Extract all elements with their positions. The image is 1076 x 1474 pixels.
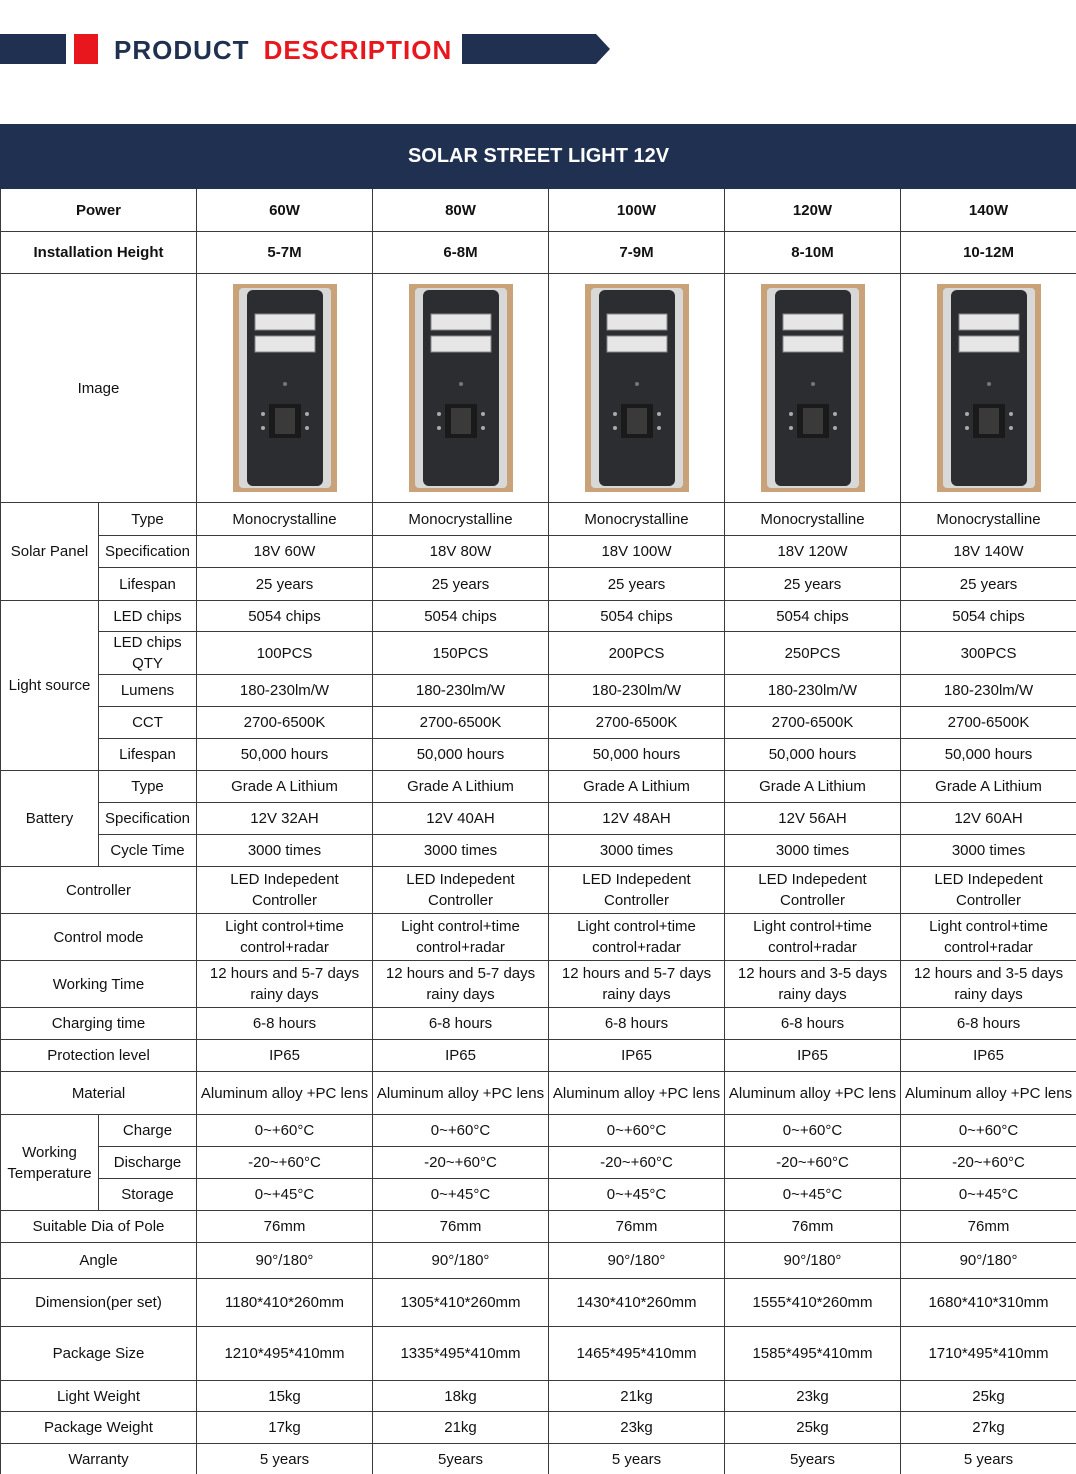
cell-working_time: 12 hours and 5-7 days rainy days [549, 961, 725, 1008]
cell-control_mode: Light control+time control+radar [725, 914, 901, 961]
cell-panel_life: 25 years [197, 568, 373, 601]
table-row [1, 1243, 1076, 1279]
table-row [1, 961, 1076, 1008]
sub-label-led_chips_qty: LED chips QTY [99, 632, 197, 675]
cell-dimension: 1680*410*310mm [901, 1279, 1076, 1327]
table-row [1, 1211, 1076, 1243]
cell-cct: 2700-6500K [549, 707, 725, 739]
cell-warranty: 5 years [197, 1444, 373, 1474]
cell-t_storage: 0~+45°C [725, 1179, 901, 1211]
solar-street-light-image [585, 284, 689, 492]
cell-cycle: 3000 times [901, 835, 1076, 867]
product-image-cell [373, 274, 549, 503]
cell-material: Aluminum alloy +PC lens [725, 1072, 901, 1115]
cell-cct: 2700-6500K [197, 707, 373, 739]
cell-bat_spec: 12V 32AH [197, 803, 373, 835]
table-title: SOLAR STREET LIGHT 12V [1, 125, 1076, 189]
cell-working_time: 12 hours and 3-5 days rainy days [901, 961, 1076, 1008]
cell-led_qty: 100PCS [197, 632, 373, 675]
banner-bar-red [74, 34, 98, 64]
cell-pole: 76mm [549, 1211, 725, 1243]
cell-led_life: 50,000 hours [373, 739, 549, 771]
cell-pole: 76mm [197, 1211, 373, 1243]
sub-label-lifespan: Lifespan [99, 568, 197, 601]
cell-bat_spec: 12V 60AH [901, 803, 1076, 835]
cell-ip: IP65 [725, 1040, 901, 1072]
section-title [114, 36, 452, 64]
row-label-controller: Controller [1, 867, 197, 914]
cell-cycle: 3000 times [197, 835, 373, 867]
cell-working_time: 12 hours and 5-7 days rainy days [197, 961, 373, 1008]
cell-weight: 21kg [549, 1381, 725, 1412]
cell-bat_spec: 12V 48AH [549, 803, 725, 835]
cell-led_qty: 200PCS [549, 632, 725, 675]
row-label-dimension: Dimension(per set) [1, 1279, 197, 1327]
cell-material: Aluminum alloy +PC lens [197, 1072, 373, 1115]
cell-panel_life: 25 years [549, 568, 725, 601]
cell-panel_life: 25 years [901, 568, 1076, 601]
cell-material: Aluminum alloy +PC lens [549, 1072, 725, 1115]
cell-controller: LED Indepedent Controller [197, 867, 373, 914]
cell-led_chips: 5054 chips [197, 601, 373, 632]
cell-height: 8-10M [725, 232, 901, 274]
table-row [1, 1072, 1076, 1115]
cell-t_storage: 0~+45°C [373, 1179, 549, 1211]
cell-pkg_weight: 23kg [549, 1412, 725, 1444]
cell-angle: 90°/180° [901, 1243, 1076, 1279]
cell-ip: IP65 [373, 1040, 549, 1072]
cell-control_mode: Light control+time control+radar [197, 914, 373, 961]
cell-t_charge: 0~+60°C [373, 1115, 549, 1147]
cell-bat_type: Grade A Lithium [549, 771, 725, 803]
cell-led_qty: 250PCS [725, 632, 901, 675]
row-label-installation_height: Installation Height [1, 232, 197, 274]
cell-bat_type: Grade A Lithium [901, 771, 1076, 803]
table-row [1, 867, 1076, 914]
cell-pole: 76mm [725, 1211, 901, 1243]
table-row [1, 1444, 1076, 1474]
cell-weight: 15kg [197, 1381, 373, 1412]
row-label-warranty: Warranty [1, 1444, 197, 1474]
cell-package: 1335*495*410mm [373, 1327, 549, 1381]
cell-angle: 90°/180° [373, 1243, 549, 1279]
table-row [1, 601, 1076, 632]
cell-charging: 6-8 hours [373, 1008, 549, 1040]
sub-label-cycle_time: Cycle Time [99, 835, 197, 867]
cell-panel_spec: 18V 80W [373, 536, 549, 568]
cell-control_mode: Light control+time control+radar [373, 914, 549, 961]
group-label-battery: Battery [1, 771, 99, 867]
cell-power: 60W [197, 189, 373, 232]
sub-label-led_chips: LED chips [99, 601, 197, 632]
cell-lumens: 180-230lm/W [197, 675, 373, 707]
cell-t_charge: 0~+60°C [549, 1115, 725, 1147]
table-row [1, 675, 1076, 707]
cell-power: 140W [901, 189, 1076, 232]
table-row [1, 1115, 1076, 1147]
sub-label-lifespan: Lifespan [99, 739, 197, 771]
section-title-word1: PRODUCT [114, 35, 250, 65]
cell-led_chips: 5054 chips [549, 601, 725, 632]
cell-package: 1585*495*410mm [725, 1327, 901, 1381]
cell-panel_type: Monocrystalline [373, 503, 549, 536]
cell-pkg_weight: 25kg [725, 1412, 901, 1444]
cell-t_discharge: -20~+60°C [901, 1147, 1076, 1179]
cell-angle: 90°/180° [549, 1243, 725, 1279]
cell-led_life: 50,000 hours [901, 739, 1076, 771]
cell-ip: IP65 [901, 1040, 1076, 1072]
sub-label-cct: CCT [99, 707, 197, 739]
cell-pkg_weight: 27kg [901, 1412, 1076, 1444]
cell-led_life: 50,000 hours [549, 739, 725, 771]
cell-t_charge: 0~+60°C [197, 1115, 373, 1147]
product-image-cell [549, 274, 725, 503]
cell-charging: 6-8 hours [901, 1008, 1076, 1040]
row-label-material: Material [1, 1072, 197, 1115]
group-label-solar_panel: Solar Panel [1, 503, 99, 601]
table-row [1, 1381, 1076, 1412]
cell-cct: 2700-6500K [725, 707, 901, 739]
row-label-protection_level: Protection level [1, 1040, 197, 1072]
cell-weight: 25kg [901, 1381, 1076, 1412]
cell-pole: 76mm [901, 1211, 1076, 1243]
cell-lumens: 180-230lm/W [549, 675, 725, 707]
sub-label-type: Type [99, 771, 197, 803]
row-label-light_weight: Light Weight [1, 1381, 197, 1412]
cell-angle: 90°/180° [197, 1243, 373, 1279]
sub-label-charge: Charge [99, 1115, 197, 1147]
table-row [1, 835, 1076, 867]
cell-working_time: 12 hours and 5-7 days rainy days [373, 961, 549, 1008]
cell-led_chips: 5054 chips [901, 601, 1076, 632]
image-row [1, 274, 1076, 503]
cell-controller: LED Indepedent Controller [549, 867, 725, 914]
cell-t_discharge: -20~+60°C [725, 1147, 901, 1179]
row-label-image: Image [1, 274, 197, 503]
cell-ip: IP65 [197, 1040, 373, 1072]
cell-t_charge: 0~+60°C [725, 1115, 901, 1147]
cell-dimension: 1305*410*260mm [373, 1279, 549, 1327]
solar-street-light-image [233, 284, 337, 492]
cell-pkg_weight: 21kg [373, 1412, 549, 1444]
cell-t_storage: 0~+45°C [549, 1179, 725, 1211]
solar-street-light-image [937, 284, 1041, 492]
table-row [1, 632, 1076, 675]
row-label-angle: Angle [1, 1243, 197, 1279]
table-row [1, 914, 1076, 961]
cell-lumens: 180-230lm/W [901, 675, 1076, 707]
cell-t_storage: 0~+45°C [901, 1179, 1076, 1211]
table-row [1, 1179, 1076, 1211]
cell-dimension: 1555*410*260mm [725, 1279, 901, 1327]
cell-height: 5-7M [197, 232, 373, 274]
cell-cycle: 3000 times [549, 835, 725, 867]
cell-panel_type: Monocrystalline [549, 503, 725, 536]
cell-bat_spec: 12V 40AH [373, 803, 549, 835]
cell-package: 1465*495*410mm [549, 1327, 725, 1381]
cell-panel_type: Monocrystalline [901, 503, 1076, 536]
cell-bat_type: Grade A Lithium [725, 771, 901, 803]
cell-dimension: 1180*410*260mm [197, 1279, 373, 1327]
cell-weight: 23kg [725, 1381, 901, 1412]
cell-ip: IP65 [549, 1040, 725, 1072]
table-row [1, 536, 1076, 568]
cell-warranty: 5years [725, 1444, 901, 1474]
cell-t_storage: 0~+45°C [197, 1179, 373, 1211]
cell-bat_spec: 12V 56AH [725, 803, 901, 835]
cell-warranty: 5years [373, 1444, 549, 1474]
table-row [1, 803, 1076, 835]
cell-bat_type: Grade A Lithium [197, 771, 373, 803]
cell-panel_type: Monocrystalline [197, 503, 373, 536]
cell-height: 7-9M [549, 232, 725, 274]
row-label-pole: Suitable Dia of Pole [1, 1211, 197, 1243]
cell-control_mode: Light control+time control+radar [549, 914, 725, 961]
cell-controller: LED Indepedent Controller [725, 867, 901, 914]
cell-panel_type: Monocrystalline [725, 503, 901, 536]
row-label-package_weight: Package Weight [1, 1412, 197, 1444]
product-image-cell [901, 274, 1076, 503]
cell-dimension: 1430*410*260mm [549, 1279, 725, 1327]
table-row [1, 232, 1076, 274]
solar-street-light-image [761, 284, 865, 492]
table-row [1, 1279, 1076, 1327]
cell-warranty: 5 years [549, 1444, 725, 1474]
cell-panel_life: 25 years [373, 568, 549, 601]
table-row [1, 1008, 1076, 1040]
cell-t_discharge: -20~+60°C [197, 1147, 373, 1179]
cell-cct: 2700-6500K [373, 707, 549, 739]
sub-label-lumens: Lumens [99, 675, 197, 707]
cell-pkg_weight: 17kg [197, 1412, 373, 1444]
cell-material: Aluminum alloy +PC lens [901, 1072, 1076, 1115]
banner-bar-left [0, 34, 66, 64]
cell-cycle: 3000 times [725, 835, 901, 867]
cell-led_chips: 5054 chips [725, 601, 901, 632]
row-label-power: Power [1, 189, 197, 232]
cell-panel_life: 25 years [725, 568, 901, 601]
cell-charging: 6-8 hours [725, 1008, 901, 1040]
cell-height: 10-12M [901, 232, 1076, 274]
cell-cct: 2700-6500K [901, 707, 1076, 739]
cell-controller: LED Indepedent Controller [901, 867, 1076, 914]
sub-label-discharge: Discharge [99, 1147, 197, 1179]
cell-package: 1710*495*410mm [901, 1327, 1076, 1381]
table-row [1, 1412, 1076, 1444]
group-label-light_source: Light source [1, 601, 99, 771]
table-title-row [1, 125, 1076, 189]
table-row [1, 739, 1076, 771]
cell-led_qty: 300PCS [901, 632, 1076, 675]
cell-pole: 76mm [373, 1211, 549, 1243]
cell-panel_spec: 18V 60W [197, 536, 373, 568]
cell-angle: 90°/180° [725, 1243, 901, 1279]
cell-control_mode: Light control+time control+radar [901, 914, 1076, 961]
cell-charging: 6-8 hours [197, 1008, 373, 1040]
table-row [1, 1147, 1076, 1179]
cell-panel_spec: 18V 100W [549, 536, 725, 568]
table-row [1, 503, 1076, 536]
cell-height: 6-8M [373, 232, 549, 274]
cell-bat_type: Grade A Lithium [373, 771, 549, 803]
cell-led_life: 50,000 hours [725, 739, 901, 771]
cell-cycle: 3000 times [373, 835, 549, 867]
row-label-package_size: Package Size [1, 1327, 197, 1381]
cell-panel_spec: 18V 120W [725, 536, 901, 568]
cell-t_discharge: -20~+60°C [373, 1147, 549, 1179]
cell-package: 1210*495*410mm [197, 1327, 373, 1381]
row-label-charging_time: Charging time [1, 1008, 197, 1040]
table-row [1, 1040, 1076, 1072]
banner-arrow [462, 34, 610, 64]
solar-street-light-image [409, 284, 513, 492]
row-label-working_time: Working Time [1, 961, 197, 1008]
table-row [1, 771, 1076, 803]
sub-label-specification: Specification [99, 803, 197, 835]
sub-label-type: Type [99, 503, 197, 536]
cell-t_discharge: -20~+60°C [549, 1147, 725, 1179]
table-row [1, 707, 1076, 739]
sub-label-specification: Specification [99, 536, 197, 568]
cell-led_chips: 5054 chips [373, 601, 549, 632]
cell-power: 80W [373, 189, 549, 232]
row-label-control_mode: Control mode [1, 914, 197, 961]
cell-t_charge: 0~+60°C [901, 1115, 1076, 1147]
cell-weight: 18kg [373, 1381, 549, 1412]
cell-controller: LED Indepedent Controller [373, 867, 549, 914]
cell-led_qty: 150PCS [373, 632, 549, 675]
cell-power: 100W [549, 189, 725, 232]
cell-lumens: 180-230lm/W [373, 675, 549, 707]
cell-lumens: 180-230lm/W [725, 675, 901, 707]
table-row [1, 568, 1076, 601]
product-image-cell [725, 274, 901, 503]
group-label-working_temperature: Working Temperature [1, 1115, 99, 1211]
cell-charging: 6-8 hours [549, 1008, 725, 1040]
table-row [1, 189, 1076, 232]
section-title-word2: DESCRIPTION [263, 35, 453, 65]
cell-warranty: 5 years [901, 1444, 1076, 1474]
table-row [1, 1327, 1076, 1381]
cell-power: 120W [725, 189, 901, 232]
cell-panel_spec: 18V 140W [901, 536, 1076, 568]
cell-working_time: 12 hours and 3-5 days rainy days [725, 961, 901, 1008]
spec-table [0, 124, 1076, 1474]
cell-material: Aluminum alloy +PC lens [373, 1072, 549, 1115]
sub-label-storage: Storage [99, 1179, 197, 1211]
section-banner [0, 0, 1076, 100]
cell-led_life: 50,000 hours [197, 739, 373, 771]
product-image-cell [197, 274, 373, 503]
